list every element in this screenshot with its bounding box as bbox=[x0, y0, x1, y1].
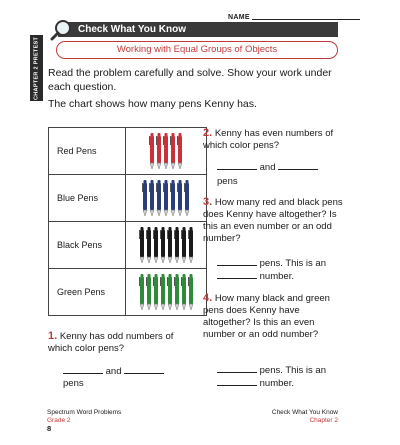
pen-icon bbox=[167, 274, 173, 310]
answer-text: pens. This is an bbox=[259, 365, 327, 376]
chapter-label: Chapter 2 bbox=[309, 417, 338, 424]
pen-row-label: Red Pens bbox=[49, 128, 126, 175]
question-text: How many red and black pens does Kenny have altogether? Is this an even number or an odd number? bbox=[203, 197, 343, 244]
answer-blank[interactable] bbox=[217, 385, 257, 386]
pen-icon bbox=[174, 274, 180, 310]
answer-blank[interactable] bbox=[217, 265, 257, 266]
name-line[interactable] bbox=[252, 19, 360, 20]
pen-icon bbox=[184, 180, 190, 216]
pen-icon bbox=[146, 274, 152, 310]
pen-icon bbox=[170, 180, 176, 216]
instructions: Read the problem carefully and solve. Show your work under each question. bbox=[48, 67, 332, 93]
pen-icon bbox=[181, 227, 187, 263]
question-1 bbox=[48, 330, 188, 355]
question-2 bbox=[203, 127, 343, 152]
question-text: How many black and green pens does Kenny have altogether? Is this an even number or an odd number? bbox=[203, 293, 330, 340]
pen-icon bbox=[163, 180, 169, 216]
footer-right bbox=[272, 409, 338, 425]
pen-icon bbox=[149, 180, 155, 216]
pen-row-label: Blue Pens bbox=[49, 175, 126, 222]
answer-4-row-2 bbox=[217, 378, 294, 390]
pen-pictures bbox=[126, 222, 207, 269]
answer-1-row bbox=[63, 366, 164, 378]
chart-intro: The chart shows how many pens Kenny has. bbox=[48, 98, 257, 110]
pen-icon bbox=[146, 227, 152, 263]
answer-3-row-1 bbox=[217, 258, 326, 270]
pen-icon bbox=[139, 274, 145, 310]
question-text: Kenny has odd numbers of which color pens? bbox=[48, 331, 174, 354]
pen-pictures bbox=[126, 269, 207, 316]
question-number: 3. bbox=[203, 196, 213, 208]
pen-icon bbox=[142, 180, 148, 216]
pen-row bbox=[49, 128, 207, 175]
pen-pictures bbox=[126, 128, 207, 175]
answer-text: number. bbox=[259, 378, 294, 389]
name-field bbox=[228, 14, 360, 21]
pen-pictures bbox=[126, 175, 207, 222]
pen-icon bbox=[188, 227, 194, 263]
question-number: 4. bbox=[203, 292, 213, 304]
question-3 bbox=[203, 196, 343, 245]
answer-2-unit: pens bbox=[217, 176, 238, 187]
question-text: Kenny has even numbers of which color pens? bbox=[203, 128, 334, 151]
book-title: Spectrum Word Problems bbox=[47, 409, 122, 416]
and-word: and bbox=[105, 366, 122, 377]
pen-icon bbox=[160, 227, 166, 263]
pen-icon bbox=[167, 227, 173, 263]
pen-row bbox=[49, 269, 207, 316]
and-word: and bbox=[259, 162, 276, 173]
pen-icon bbox=[160, 274, 166, 310]
pen-icon bbox=[153, 227, 159, 263]
question-number: 1. bbox=[48, 330, 58, 342]
answer-blank[interactable] bbox=[124, 373, 164, 374]
answer-text: number. bbox=[259, 271, 294, 282]
name-label: NAME bbox=[228, 14, 250, 21]
answer-blank[interactable] bbox=[217, 278, 257, 279]
pen-icon bbox=[156, 133, 162, 169]
pen-icon bbox=[177, 133, 183, 169]
pen-icon bbox=[174, 227, 180, 263]
section-subtitle: Working with Equal Groups of Objects bbox=[56, 41, 338, 59]
magnifier-icon bbox=[50, 18, 74, 42]
pen-icon bbox=[139, 227, 145, 263]
answer-3-row-2 bbox=[217, 271, 294, 283]
answer-blank[interactable] bbox=[278, 169, 318, 170]
question-number: 2. bbox=[203, 127, 213, 139]
answer-2-row bbox=[217, 162, 318, 174]
pen-icon bbox=[163, 133, 169, 169]
footer-left bbox=[47, 409, 121, 433]
answer-blank[interactable] bbox=[63, 373, 103, 374]
pen-icon bbox=[188, 274, 194, 310]
answer-4-row-1 bbox=[217, 365, 326, 377]
chapter-side-tab: CHAPTER 2 PRETEST bbox=[30, 35, 43, 101]
pen-row bbox=[49, 222, 207, 269]
pen-icon bbox=[170, 133, 176, 169]
page-number: 8 bbox=[47, 424, 52, 433]
pen-chart-table bbox=[48, 127, 207, 316]
pen-row-label: Green Pens bbox=[49, 269, 126, 316]
pen-icon bbox=[149, 133, 155, 169]
pen-row bbox=[49, 175, 207, 222]
question-4 bbox=[203, 292, 343, 341]
pen-row-label: Black Pens bbox=[49, 222, 126, 269]
answer-text: pens. This is an bbox=[259, 258, 327, 269]
page-title: Check What You Know bbox=[58, 22, 338, 37]
pen-icon bbox=[181, 274, 187, 310]
grade-label: Grade 2 bbox=[47, 417, 71, 424]
answer-blank[interactable] bbox=[217, 169, 257, 170]
pen-icon bbox=[153, 274, 159, 310]
answer-blank[interactable] bbox=[217, 372, 257, 373]
pen-icon bbox=[156, 180, 162, 216]
answer-1-unit: pens bbox=[63, 378, 84, 389]
section-name: Check What You Know bbox=[271, 409, 338, 416]
pen-icon bbox=[177, 180, 183, 216]
